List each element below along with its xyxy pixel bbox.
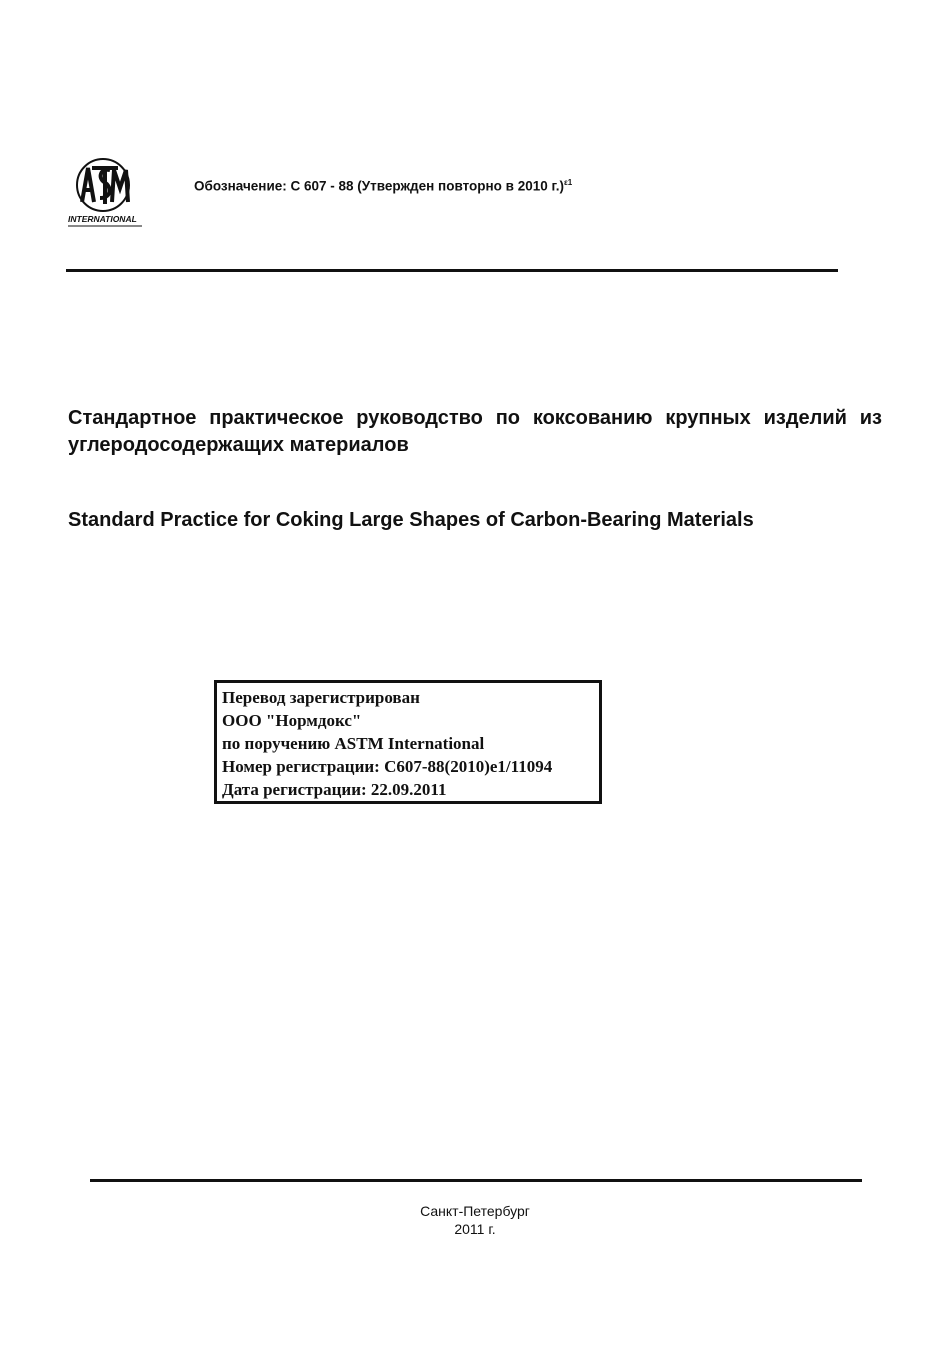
astm-international-logo-icon <box>66 158 144 228</box>
registration-line: Номер регистрации: С607-88(2010)e1/11094 <box>222 757 553 776</box>
registration-line: ООО "Нормдокс" <box>222 711 362 730</box>
designation-superscript: ε1 <box>564 178 573 187</box>
title-english: Standard Practice for Coking Large Shapes of Carbon-Bearing Materials <box>68 509 754 531</box>
document-designation <box>194 178 572 194</box>
registration-line: Дата регистрации: 22.09.2011 <box>222 780 447 799</box>
designation-text: Обозначение: С 607 - 88 (Утвержден повторно в 2010 г.) <box>194 178 564 194</box>
logo-text: INTERNATIONAL <box>68 214 137 224</box>
footer-divider <box>90 1179 862 1182</box>
header-divider <box>66 269 838 272</box>
registration-line: Перевод зарегистрирован <box>222 688 420 707</box>
registration-line: по поручению ASTM International <box>222 734 485 753</box>
title-russian: Стандартное практическое руководство по коксованию крупных изделий из углеродосодержащих материалов <box>68 407 882 456</box>
footer-year: 2011 г. <box>454 1221 496 1237</box>
registration-box <box>214 680 602 804</box>
footer-city: Санкт-Петербург <box>420 1203 530 1219</box>
